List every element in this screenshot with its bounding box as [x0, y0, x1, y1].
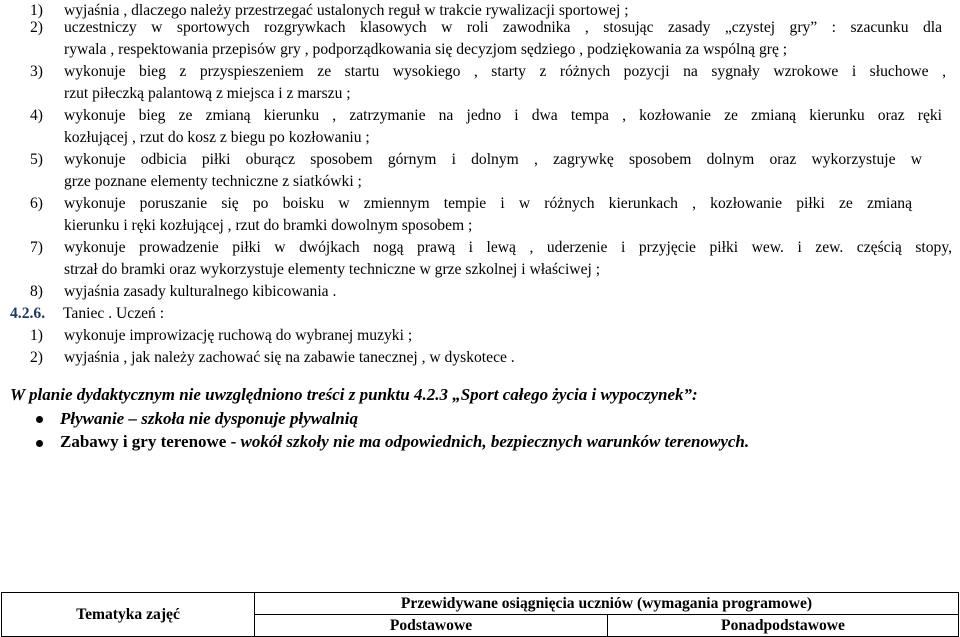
column-header-topics: Tematyka zajęć: [2, 593, 255, 637]
bullet-icon: [36, 416, 43, 423]
list-text: wykonuje bieg ze zmianą kierunku , zatrzymanie na jedno i dwa tempa , kozłowanie ze zmianą kierunku oraz ręki: [64, 107, 942, 124]
list-text: kierunku i ręki kozłującej , rzut do bramki dowolnym sposobem ;: [64, 217, 473, 234]
note-bullet-text: Pływanie – szkoła nie dysponuje pływalnią: [60, 409, 358, 428]
note-heading: W planie dydaktycznym nie uwzględniono treści z punktu 4.2.3 „Sport całego życia i wypoczynek”:: [10, 385, 698, 404]
list-number: 2): [30, 349, 43, 366]
note-bullet-rest: wokół szkoły nie ma odpowiednich, bezpiecznych warunków terenowych.: [240, 432, 750, 451]
list-number: 1): [30, 2, 43, 19]
list-text: wyjaśnia zasady kulturalnego kibicowania .: [64, 283, 337, 300]
list-number: 5): [30, 151, 43, 168]
column-header-advanced: Ponadpodstawowe: [608, 615, 959, 637]
list-number: 3): [30, 63, 43, 80]
list-text: wykonuje bieg z przyspieszeniem ze startu wysokiego , starty z różnych pozycji na sygnały wzrokowe i słuchowe ,: [64, 63, 946, 80]
list-text: wykonuje poruszanie się po boisku w zmiennym tempie i w różnych kierunkach , kozłowanie piłki ze zmianą: [64, 195, 912, 212]
requirements-table: [1, 592, 959, 637]
note-bullet-text: [60, 431, 749, 453]
list-number: 4): [30, 107, 43, 124]
column-header-outcomes: Przewidywane osiągnięcia uczniów (wymagania programowe): [255, 593, 959, 615]
list-text: wykonuje prowadzenie piłki w dwójkach nogą prawą i lewą , uderzenie i przyjęcie piłki wew. i zew. częścią stopy,: [64, 239, 952, 256]
list-text: rywala , respektowania przepisów gry , podporządkowania się decyzjom sędziego , podziękowania za wspólną grę ;: [64, 41, 788, 58]
list-number: 6): [30, 195, 43, 212]
bullet-icon: [36, 440, 43, 447]
list-number: 8): [30, 283, 43, 300]
list-text: rzut piłeczką palantową z miejsca i z marszu ;: [64, 85, 351, 102]
list-text: uczestniczy w sportowych rozgrywkach klasowych w roli zawodnika , stosując zasady „czystej gry” : szacunku dla: [64, 19, 942, 36]
list-text: wykonuje odbicia piłki oburącz sposobem górnym i dolnym , zagrywkę sposobem dolnym oraz wykorzystuje w: [64, 151, 922, 168]
column-header-basic: Podstawowe: [255, 615, 608, 637]
list-text: wyjaśnia , dlaczego należy przestrzegać ustalonych reguł w trakcie rywalizacji sportowej ;: [64, 2, 629, 19]
list-text: strzał do bramki oraz wykorzystuje elementy techniczne w grze szkolnej i właściwej ;: [64, 261, 601, 278]
list-number: 1): [30, 327, 43, 344]
list-text: wykonuje improwizację ruchową do wybranej muzyki ;: [64, 327, 413, 344]
section-number: 4.2.6.: [10, 305, 46, 322]
list-text: grze poznane elementy techniczne z siatkówki ;: [64, 173, 362, 190]
list-number: 7): [30, 239, 43, 256]
list-text: kozłującej , rzut do kosz z biegu po kozłowaniu ;: [64, 129, 370, 146]
section-title: Taniec . Uczeń :: [63, 305, 165, 322]
list-number: 2): [30, 19, 43, 36]
list-text: wyjaśnia , jak należy zachować się na zabawie tanecznej , w dyskotece .: [64, 349, 515, 366]
note-bullet-lead: Zabawy i gry terenowe -: [60, 432, 241, 451]
